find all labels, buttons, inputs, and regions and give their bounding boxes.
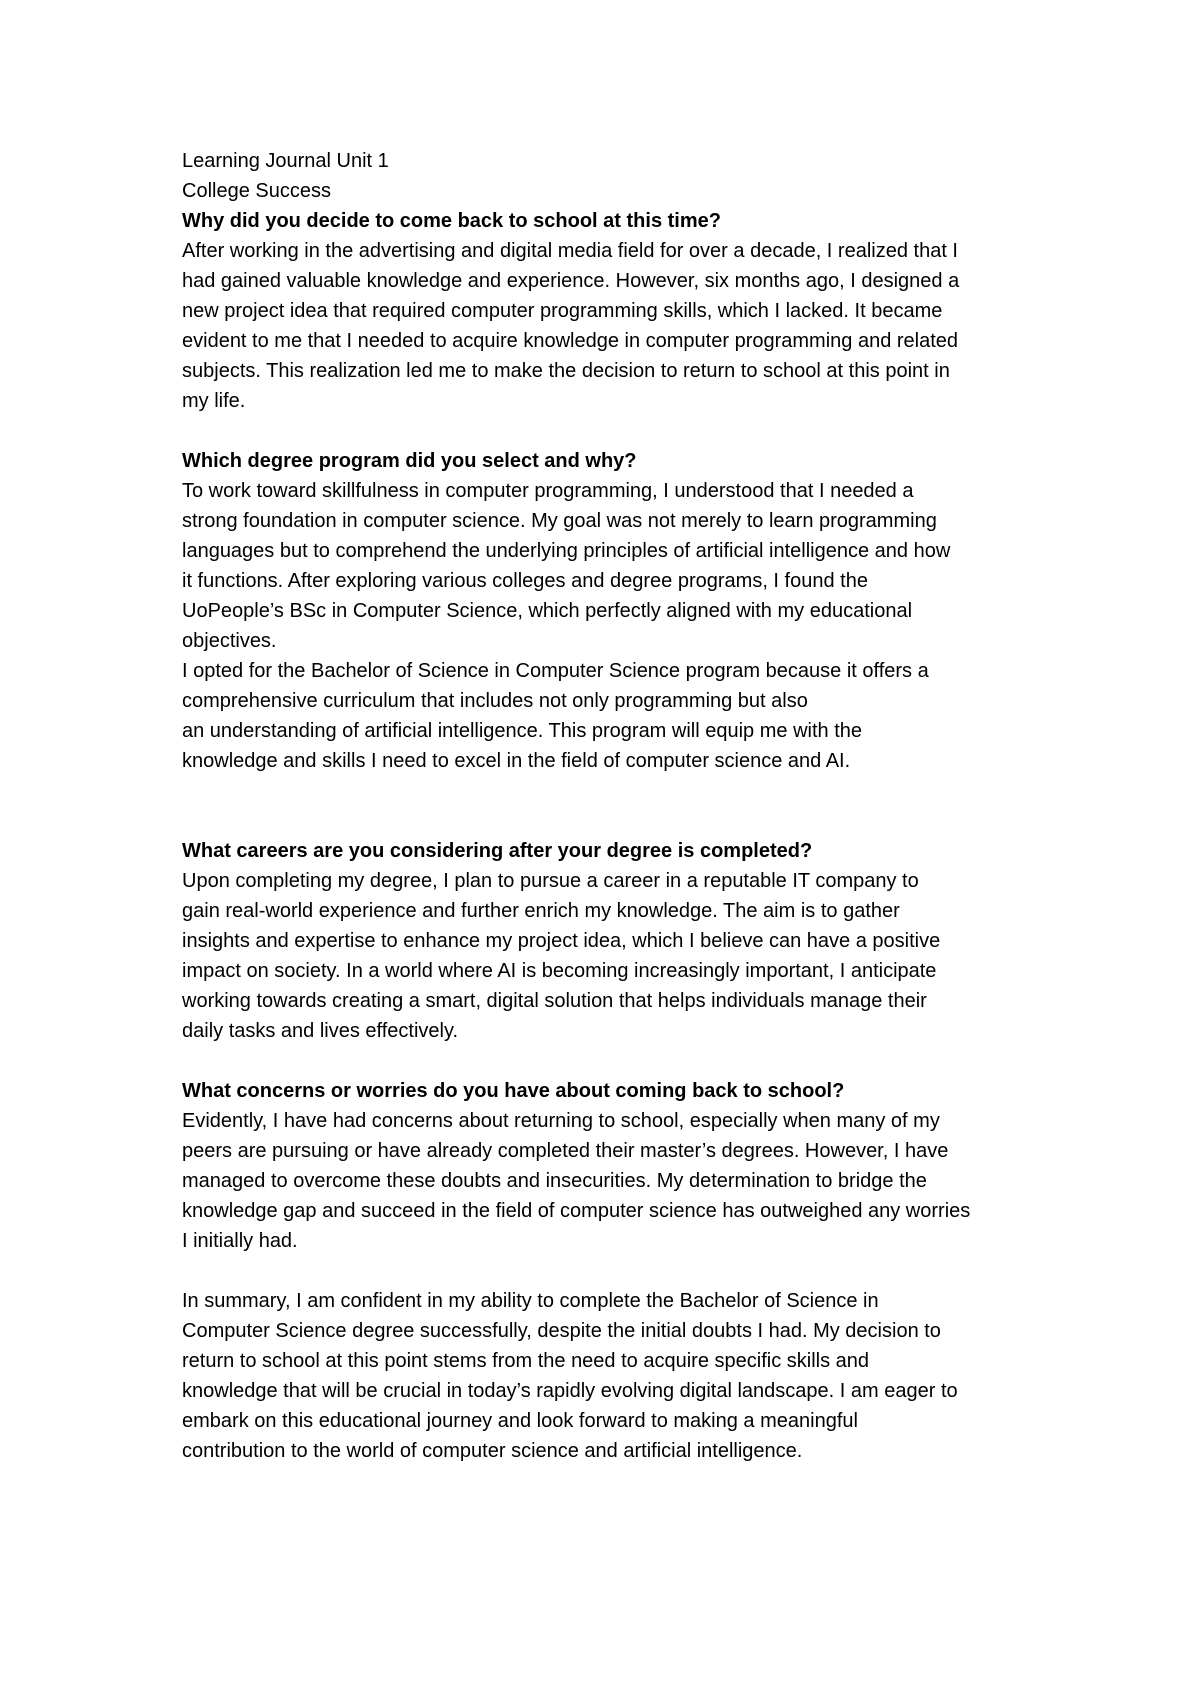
answer-line: had gained valuable knowledge and experience. However, six months ago, I designed a bbox=[182, 270, 960, 292]
section-concerns bbox=[182, 1076, 1082, 1256]
summary-line: In summary, I am confident in my ability to complete the Bachelor of Science in bbox=[182, 1290, 879, 1312]
section-question: Which degree program did you select and why? bbox=[182, 450, 637, 472]
answer-line: knowledge and skills I need to excel in the field of computer science and AI. bbox=[182, 750, 851, 772]
answer-line: insights and expertise to enhance my project idea, which I believe can have a positive bbox=[182, 930, 941, 952]
section-question: What concerns or worries do you have about coming back to school? bbox=[182, 1080, 845, 1102]
answer-line: Evidently, I have had concerns about returning to school, especially when many of my bbox=[182, 1110, 940, 1132]
answer-line: Upon completing my degree, I plan to pursue a career in a reputable IT company to bbox=[182, 870, 919, 892]
answer-line: I opted for the Bachelor of Science in Computer Science program because it offers a bbox=[182, 660, 929, 682]
answer-line: objectives. bbox=[182, 630, 277, 652]
paragraph-spacer bbox=[182, 776, 1082, 836]
document-body bbox=[182, 146, 1082, 1466]
section-summary bbox=[182, 1286, 1082, 1466]
answer-line: it functions. After exploring various colleges and degree programs, I found the bbox=[182, 570, 868, 592]
answer-line: working towards creating a smart, digital solution that helps individuals manage their bbox=[182, 990, 927, 1012]
summary-line: contribution to the world of computer science and artificial intelligence. bbox=[182, 1440, 803, 1462]
answer-line: After working in the advertising and digital media field for over a decade, I realized that I bbox=[182, 240, 958, 262]
summary-line: return to school at this point stems from the need to acquire specific skills and bbox=[182, 1350, 870, 1372]
answer-line: comprehensive curriculum that includes not only programming but also bbox=[182, 690, 808, 712]
answer-line: strong foundation in computer science. My goal was not merely to learn programming bbox=[182, 510, 937, 532]
answer-line: daily tasks and lives effectively. bbox=[182, 1020, 459, 1042]
paragraph-spacer bbox=[182, 1046, 1082, 1076]
summary-line: Computer Science degree successfully, despite the initial doubts I had. My decision to bbox=[182, 1320, 941, 1342]
answer-line: UoPeople’s BSc in Computer Science, which perfectly aligned with my educational bbox=[182, 600, 913, 622]
section-question: Why did you decide to come back to school at this time? bbox=[182, 210, 721, 232]
answer-line: gain real-world experience and further enrich my knowledge. The aim is to gather bbox=[182, 900, 900, 922]
section-why-return bbox=[182, 206, 1082, 416]
answer-line: languages but to comprehend the underlying principles of artificial intelligence and how bbox=[182, 540, 951, 562]
summary-line: knowledge that will be crucial in today’s rapidly evolving digital landscape. I am eager to bbox=[182, 1380, 958, 1402]
summary-line: embark on this educational journey and look forward to making a meaningful bbox=[182, 1410, 858, 1432]
answer-line: new project idea that required computer programming skills, which I lacked. It became bbox=[182, 300, 943, 322]
section-degree-program bbox=[182, 446, 1082, 776]
answer-line: To work toward skillfulness in computer programming, I understood that I needed a bbox=[182, 480, 914, 502]
answer-line: I initially had. bbox=[182, 1230, 298, 1252]
answer-line: peers are pursuing or have already completed their master’s degrees. However, I have bbox=[182, 1140, 949, 1162]
answer-line: an understanding of artificial intelligence. This program will equip me with the bbox=[182, 720, 862, 742]
section-question: What careers are you considering after your degree is completed? bbox=[182, 840, 813, 862]
course-title: College Success bbox=[182, 180, 331, 202]
answer-line: my life. bbox=[182, 390, 246, 412]
answer-line: evident to me that I needed to acquire knowledge in computer programming and related bbox=[182, 330, 959, 352]
paragraph-spacer bbox=[182, 1256, 1082, 1286]
answer-line: knowledge gap and succeed in the field of computer science has outweighed any worries bbox=[182, 1200, 971, 1222]
paragraph-spacer bbox=[182, 416, 1082, 446]
answer-line: impact on society. In a world where AI is becoming increasingly important, I anticipate bbox=[182, 960, 937, 982]
answer-line: managed to overcome these doubts and insecurities. My determination to bridge the bbox=[182, 1170, 927, 1192]
document-title: Learning Journal Unit 1 bbox=[182, 150, 389, 172]
answer-line: subjects. This realization led me to make the decision to return to school at this point in bbox=[182, 360, 950, 382]
section-careers bbox=[182, 836, 1082, 1046]
